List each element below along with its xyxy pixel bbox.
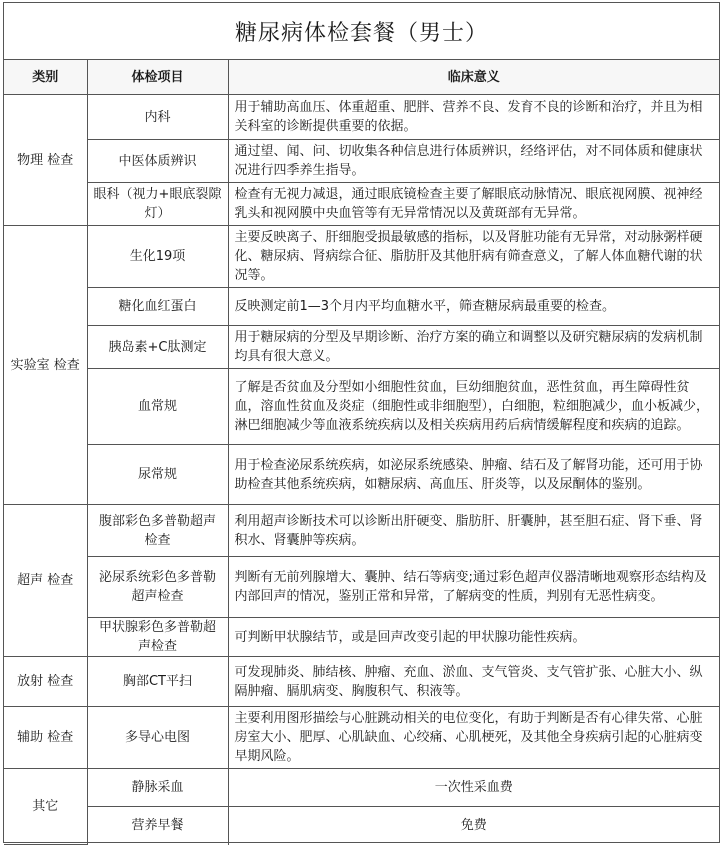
meaning-cell: 通过望、闻、问、切收集各种信息进行体质辨识，经络评估，对不同体质和健康状况进行四季养生指导。: [228, 140, 719, 183]
meaning-cell: 判断有无前列腺增大、囊肿、结石等病变;通过彩色超声仪器清晰地观察形态结构及内部回声的情况，鉴别正常和异常，了解病变的性质，判别有无恶性病变。: [228, 557, 719, 618]
item-cell: 甲状腺彩色多普勒超声检查: [87, 618, 228, 657]
header-item: 体检项目: [87, 60, 228, 95]
table-row: [4, 369, 719, 445]
meaning-cell: 一次性采血费: [228, 769, 719, 807]
table-row: [4, 326, 719, 369]
item-cell: 泌尿系统彩色多普勒超声检查: [87, 557, 228, 618]
meaning-cell: 用于辅助高血压、体重超重、肥胖、营养不良、发育不良的诊断和治疗，并且为相关科室的诊断提供重要的依据。: [228, 95, 719, 140]
table-row: [4, 707, 719, 769]
meaning-cell: 主要反映离子、肝细胞受损最敏感的指标，以及肾脏功能有无异常，对动脉粥样硬化、糖尿病、肾病综合征、脂肪肝及其他肝病有筛查意义，了解人体血糖代谢的状况等。: [228, 226, 719, 288]
item-cell: 多导心电图: [87, 707, 228, 769]
table-row: [4, 557, 719, 618]
header-row: [4, 60, 719, 95]
item-cell: 腹部彩色多普勒超声检查: [87, 505, 228, 557]
table-row: [4, 618, 719, 657]
category-cell: 实验室 检查: [4, 226, 87, 505]
meaning-cell: 利用超声诊断技术可以诊断出肝硬变、脂肪肝、肝囊肿，甚至胆石症、肾下垂、肾积水、肾囊肿等疾病。: [228, 505, 719, 557]
header-category: 类别: [4, 60, 87, 95]
page-title: 糖尿病体检套餐（男士）: [4, 3, 719, 60]
item-cell: 血常规: [87, 369, 228, 445]
meaning-cell: 免费: [228, 807, 719, 845]
category-cell: 辅助 检查: [4, 707, 87, 769]
item-cell: 静脉采血: [87, 769, 228, 807]
table-row: [4, 505, 719, 557]
table-row: [4, 657, 719, 707]
table-row: [4, 226, 719, 288]
item-cell: 胸部CT平扫: [87, 657, 228, 707]
item-cell: 眼科（视力+眼底裂隙灯）: [87, 183, 228, 226]
table-row: [4, 769, 719, 807]
meaning-cell: 了解是否贫血及分型如小细胞性贫血，巨幼细胞贫血，恶性贫血，再生障碍性贫血，溶血性贫血及炎症（细胞性或非细胞型），白细胞，粒细胞减少，血小板减少，淋巴细胞减少等血液系统疾病以及相关疾病用药后病情缓解程度和疾病的追踪。: [228, 369, 719, 445]
item-cell: 中医体质辨识: [87, 140, 228, 183]
header-meaning: 临床意义: [228, 60, 719, 95]
item-cell: 生化19项: [87, 226, 228, 288]
meaning-cell: 主要利用图形描绘与心脏跳动相关的电位变化，有助于判断是否有心律失常、心脏房室大小、肥厚、心肌缺血、心绞痛、心肌梗死，及其他全身疾病引起的心脏病变早期风险。: [228, 707, 719, 769]
meaning-cell: 反映测定前1—3个月内平均血糖水平，筛查糖尿病最重要的检查。: [228, 288, 719, 326]
meaning-cell: 用于检查泌尿系统疾病，如泌尿系统感染、肿瘤、结石及了解肾功能，还可用于协助检查其他系统疾病，如糖尿病、高血压、肝炎等，以及尿酮体的鉴别。: [228, 445, 719, 505]
table-row: [4, 445, 719, 505]
table-row: [4, 183, 719, 226]
item-cell: 糖化血红蛋白: [87, 288, 228, 326]
meaning-cell: 可判断甲状腺结节，或是回声改变引起的甲状腺功能性疾病。: [228, 618, 719, 657]
item-cell: 尿常规: [87, 445, 228, 505]
item-cell: 营养早餐: [87, 807, 228, 845]
meaning-cell: 可发现肺炎、肺结核、肿瘤、充血、淤血、支气管炎、支气管扩张、心脏大小、纵隔肿瘤、膈肌病变、胸腹积气、积液等。: [228, 657, 719, 707]
category-cell: 放射 检查: [4, 657, 87, 707]
item-cell: 内科: [87, 95, 228, 140]
package-sheet: [3, 2, 720, 843]
category-cell: 超声 检查: [4, 505, 87, 657]
item-cell: 胰岛素+C肽测定: [87, 326, 228, 369]
table-row: [4, 95, 719, 140]
meaning-cell: 用于糖尿病的分型及早期诊断、治疗方案的确立和调整以及研究糖尿病的发病机制均具有很大意义。: [228, 326, 719, 369]
table-row: [4, 807, 719, 845]
category-cell: 其它: [4, 769, 87, 845]
table-row: [4, 288, 719, 326]
checkup-table: [4, 60, 719, 845]
meaning-cell: 检查有无视力减退，通过眼底镜检查主要了解眼底动脉情况、眼底视网膜、视神经乳头和视网膜中央血管等有无异常情况以及黄斑部有无异常。: [228, 183, 719, 226]
category-cell: 物理 检查: [4, 95, 87, 226]
table-row: [4, 140, 719, 183]
